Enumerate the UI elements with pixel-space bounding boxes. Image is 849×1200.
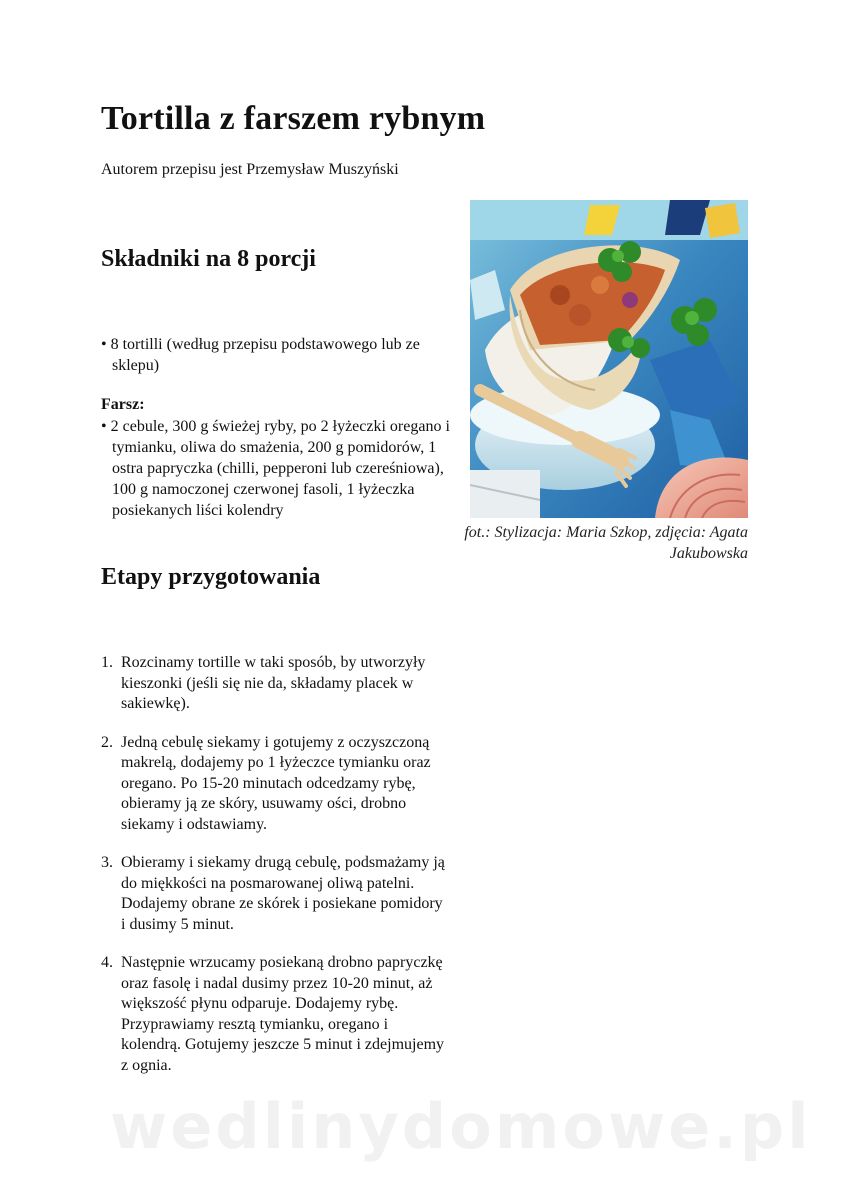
ingredients-list: [101, 334, 451, 376]
site-watermark: wedlinydomowe.pl: [110, 1090, 812, 1163]
page-title: Tortilla z farszem rybnym: [101, 100, 486, 137]
filling-item: • 2 cebule, 300 g świeżej ryby, po 2 łyżeczki oregano i tymianku, oliwa do smażenia, 200 g pomidorów, 1 ostra papryczka (chilli, pepperoni lub czereśniowa), 100 g namoczonej czerwonej fasoli, 1 łyżeczka posiekanych liści kolendry: [101, 418, 450, 519]
step-item: 4. Następnie wrzucamy posiekaną drobno papryczkę oraz fasolę i nadal dusimy przez 10-20 minut, aż większość płynu odparuje. Dodajemy rybę. Przyprawiamy resztą tymianku, oregano i kolendrą. Gotujemy jeszcze 5 minut i zdejmujemy z ognia.: [101, 954, 445, 1074]
step-item: 1. Rozcinamy tortille w taki sposób, by utworzyły kieszonki (jeśli się nie da, składamy placek w sakiewkę).: [101, 654, 426, 712]
ingredient-item: • 8 tortilli (według przepisu podstawowego lub ze sklepu): [101, 336, 420, 374]
steps-heading: Etapy przygotowania: [101, 564, 321, 590]
step-item: 2. Jedną cebulę siekamy i gotujemy z oczyszczoną makrelą, dodajemy po 1 łyżeczce tymianku oraz oregano. Po 15-20 minutach odcedzamy rybę, obieramy ją ze skóry, usuwamy ości, drobno siekamy i odstawiamy.: [101, 733, 431, 833]
tortilla-photo: [470, 200, 748, 518]
filling-list: [101, 416, 451, 521]
ingredients-heading: Składniki na 8 porcji: [101, 246, 316, 272]
filling-label: Farsz:: [101, 396, 145, 413]
step-item: 3. Obieramy i siekamy drugą cebulę, podsmażamy ją do miękkości na posmarowanej oliwą patelni. Dodajemy obrane ze skórek i posiekane pomidory i dusimy 5 minut.: [101, 854, 445, 933]
author-line: Autorem przepisu jest Przemysław Muszyński: [101, 161, 399, 178]
steps-list: [101, 653, 451, 1094]
photo-caption: fot.: Stylizacja: Maria Szkop, zdjęcia: Agata Jakubowska: [464, 524, 748, 562]
